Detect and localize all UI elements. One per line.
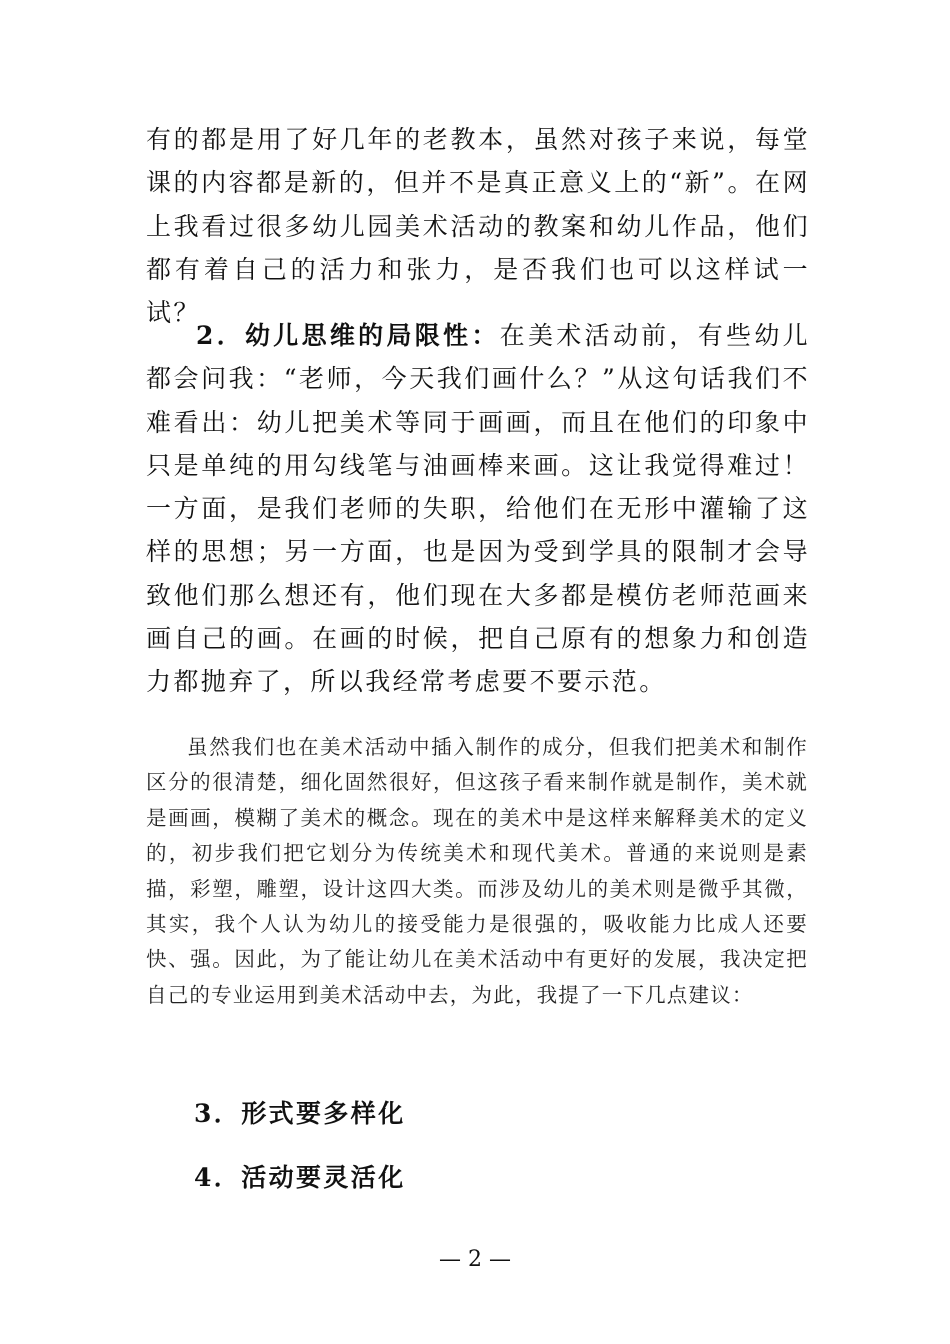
heading-point-3: 3．形式要多样化 [194,1099,406,1128]
paragraph-old-textbooks: 有的都是用了好几年的老教本，虽然对孩子来说，每堂课的内容都是新的，但并不是真正意义上的“新”。在网上我看过很多幼儿园美术活动的教案和幼儿作品，他们都有着自己的活力和张力，是否我们也可以这样试一试？ [146,125,810,328]
point-2-title: 2．幼儿思维的局限性： [196,321,500,350]
paragraph-art-and-crafts: 虽然我们也在美术活动中插入制作的成分，但我们把美术和制作区分的很清楚，细化固然很好，但这孩子看来制作就是制作，美术就是画画，模糊了美术的概念。现在的美术中是这样来解释美术的定义的，初步我们把它划分为传统美术和现代美术。普通的来说则是素描，彩塑，雕塑，设计这四大类。而涉及幼儿的美术则是微乎其微，其实，我个人认为幼儿的接受能力是很强的，吸收能力比成人还要快、强。因此，为了能让幼儿在美术活动中有更好的发展，我决定把自己的专业运用到美术活动中去，为此，我提了一下几点建议： [146,735,808,1007]
heading-point-4: 4．活动要灵活化 [194,1163,406,1192]
page-number: — 2 — [439,1247,511,1272]
point-2-text: 在美术活动前，有些幼儿都会问我：“老师，今天我们画什么？”从这句话我们不难看出：幼儿把美术等同于画画，而且在他们的印象中只是单纯的用勾线笔与油画棒来画。这让我觉得难过！一方面，是我们老师的失职，给他们在无形中灌输了这样的思想；另一方面，也是因为受到学具的限制才会导致他们那么想还有，他们现在大多都是模仿老师范画来画自己的画。在画的时候，把自己原有的想象力和创造力都抛弃了，所以我经常考虑要不要示范。 [146,321,811,697]
paragraph-children-thinking-limits [146,314,810,704]
